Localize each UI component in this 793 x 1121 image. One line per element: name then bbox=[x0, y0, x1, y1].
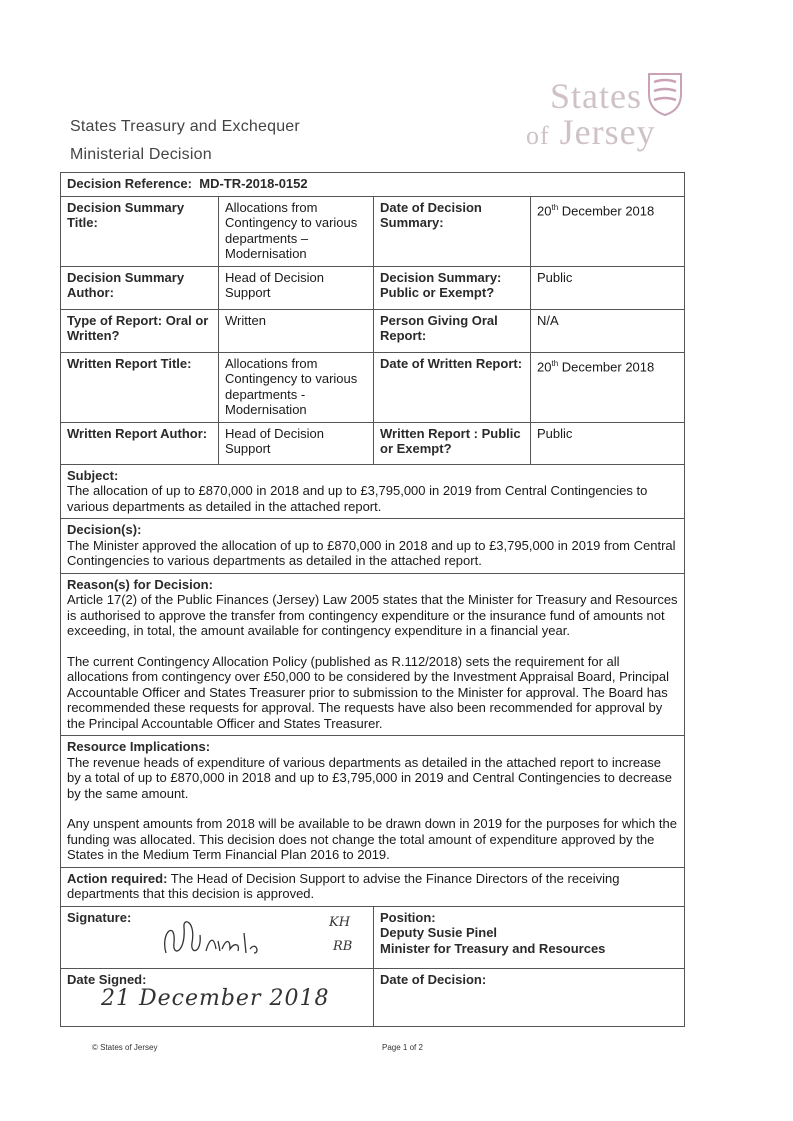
states-of-jersey-logo bbox=[520, 70, 690, 160]
action-required-section bbox=[61, 867, 685, 906]
date-of-decision-cell bbox=[374, 968, 685, 1026]
decision-reference-value: MD-TR-2018-0152 bbox=[199, 176, 308, 191]
position-cell bbox=[374, 906, 685, 968]
decisions-section bbox=[61, 519, 685, 574]
resource-implications-label: Resource Implications: bbox=[67, 739, 211, 754]
date-of-written-report-label: Date of Written Report: bbox=[374, 352, 531, 422]
crest-icon bbox=[646, 72, 684, 116]
action-required-label: Action required: bbox=[67, 870, 168, 886]
subject-label: Subject: bbox=[67, 467, 119, 483]
logo-line-1: States bbox=[550, 76, 642, 116]
reasons-label: Reason(s) for Decision: bbox=[67, 576, 213, 592]
signature-label: Signature: bbox=[67, 909, 132, 925]
resource-paragraph-2: Any unspent amounts from 2018 will be available to be drawn down in 2019 for the purposes for which the funding was allocated. This decision does not change the total amount of expenditure approved by the States in the Medium Term Financial Plan 2016 to 2019. bbox=[67, 816, 677, 862]
written-report-public-exempt-label: Written Report : Public or Exempt? bbox=[374, 422, 531, 464]
position-label: Position: bbox=[380, 909, 436, 925]
decision-reference-cell bbox=[61, 173, 685, 197]
decision-reference-label: Decision Reference: bbox=[67, 176, 192, 191]
reasons-section bbox=[61, 573, 685, 736]
department-title: States Treasury and Exchequer bbox=[70, 118, 300, 135]
type-of-report-value: Written bbox=[219, 309, 374, 352]
written-report-title-label: Written Report Title: bbox=[61, 352, 219, 422]
subject-text: The allocation of up to £870,000 in 2018 and up to £3,795,000 in 2019 from Central Contingencies to various departments as detailed in the attached report. bbox=[67, 483, 648, 514]
footer-page-number: Page 1 of 2 bbox=[382, 1043, 423, 1052]
signature-initials-1: KH bbox=[329, 914, 351, 930]
decision-summary-author-label: Decision Summary Author: bbox=[61, 266, 219, 309]
resource-implications-section bbox=[61, 736, 685, 868]
resource-paragraph-1: The revenue heads of expenditure of various departments as detailed in the attached report to increase by a total of up to £870,000 in 2018 and up to £3,795,000 in 2019 and Central Contingencies to decrease by the same amount. bbox=[67, 754, 672, 801]
reasons-paragraph-1: Article 17(2) of the Public Finances (Jersey) Law 2005 states that the Minister for Treasury and Resources is authorised to approve the transfer from contingency expenditure or the insurance fund of amounts not exceeding, in total, the amount available for contingency expenditure in a financial year. bbox=[67, 592, 678, 638]
written-report-author-label: Written Report Author: bbox=[61, 422, 219, 464]
decision-table bbox=[60, 172, 685, 1027]
action-required-text: The Head of Decision Support to advise the Finance Directors of the receiving departments that this decision is approved. bbox=[67, 870, 620, 901]
reasons-paragraph-2: The current Contingency Allocation Policy (published as R.112/2018) sets the requirement for all allocations from contingency over £50,000 to be considered by the Investment Appraisal Board, Principal Accountable Officer and States Treasurer prior to submission to the Minister for approval. The Board has recommended these requests for approval. The requests have also been recommended for approval by the Principal Accountable Officer and States Treasurer. bbox=[67, 653, 669, 731]
handwritten-date-signed: 21 December 2018 bbox=[101, 985, 330, 1011]
date-of-written-report-value: 20th December 2018 bbox=[531, 352, 685, 422]
logo-line-2: of Jersey bbox=[526, 112, 656, 152]
decision-summary-public-exempt-label: Decision Summary: Public or Exempt? bbox=[374, 266, 531, 309]
date-of-decision-label: Date of Decision: bbox=[380, 971, 487, 987]
decision-summary-author-value: Head of Decision Support bbox=[219, 266, 374, 309]
person-giving-oral-report-value: N/A bbox=[531, 309, 685, 352]
decisions-text: The Minister approved the allocation of up to £870,000 in 2018 and up to £3,795,000 in 2019 from Central Contingencies to various departments as detailed in the attached report. bbox=[67, 537, 676, 568]
written-report-author-value: Head of Decision Support bbox=[219, 422, 374, 464]
document-type-title: Ministerial Decision bbox=[70, 146, 212, 163]
type-of-report-label: Type of Report: Oral or Written? bbox=[61, 309, 219, 352]
date-of-decision-summary-value: 20th December 2018 bbox=[531, 196, 685, 266]
subject-section bbox=[61, 464, 685, 519]
decisions-label: Decision(s): bbox=[67, 522, 142, 537]
decision-summary-title-label: Decision Summary Title: bbox=[61, 196, 219, 266]
date-signed-label: Date Signed: bbox=[67, 971, 147, 987]
decision-summary-public-exempt-value: Public bbox=[531, 266, 685, 309]
date-signed-cell bbox=[61, 968, 374, 1026]
signature-initials-2: RB bbox=[333, 938, 353, 954]
person-giving-oral-report-label: Person Giving Oral Report: bbox=[374, 309, 531, 352]
footer-copyright: © States of Jersey bbox=[92, 1043, 158, 1052]
position-name: Deputy Susie Pinel bbox=[380, 925, 498, 940]
position-title: Minister for Treasury and Resources bbox=[380, 940, 606, 956]
written-report-title-value: Allocations from Contingency to various departments - Modernisation bbox=[219, 352, 374, 422]
handwritten-signature bbox=[156, 913, 296, 963]
written-report-public-exempt-value: Public bbox=[531, 422, 685, 464]
signature-cell bbox=[61, 906, 374, 968]
decision-summary-title-value: Allocations from Contingency to various departments – Modernisation bbox=[219, 196, 374, 266]
date-of-decision-summary-label: Date of Decision Summary: bbox=[374, 196, 531, 266]
